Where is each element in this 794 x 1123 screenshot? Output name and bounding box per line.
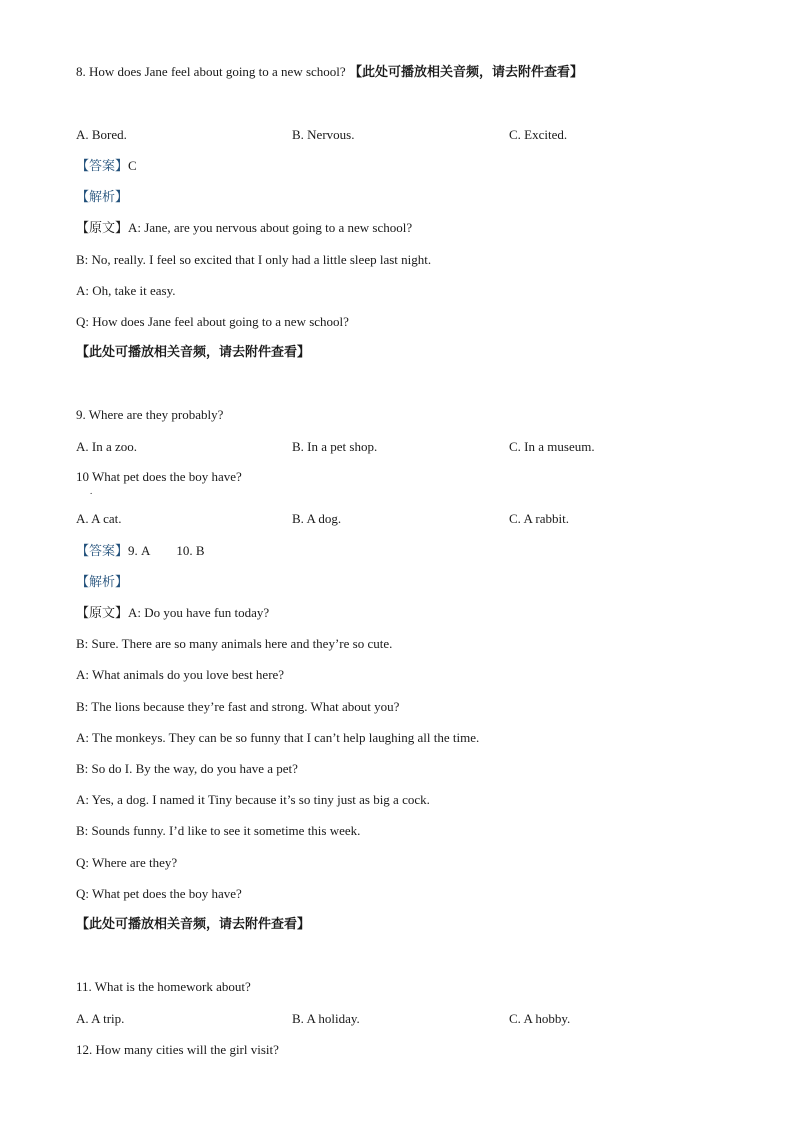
transcript-tag: 【原文】 (76, 605, 129, 620)
q8-transcript-line-2: B: No, really. I feel so excited that I only had a little sleep last night. (76, 252, 432, 267)
q8-analysis (76, 189, 128, 206)
q8-transcript-line-4: Q: How does Jane feel about going to a new school? (76, 314, 349, 329)
q9-answer-value: 9. A (128, 543, 151, 558)
q8-transcript-line-3: A: Oh, take it easy. (76, 283, 176, 298)
q9-10-transcript-line-7: A: Yes, a dog. I named it Tiny because it’s so tiny just as big a cock. (76, 792, 430, 807)
q10-dot: . (90, 486, 93, 496)
transcript-text: A: Do you have fun today? (128, 605, 270, 620)
q9-10-answer (76, 543, 205, 560)
analysis-tag: 【解析】 (76, 190, 129, 205)
question-10-text: 10 What pet does the boy have? (76, 469, 242, 484)
question-8-text: 8. How does Jane feel about going to a new school? (76, 64, 346, 79)
q9-10-transcript-line-4: B: The lions because they’re fast and strong. What about you? (76, 699, 400, 714)
answer-tag: 【答案】 (76, 159, 129, 174)
q10-option-a: A. A cat. (76, 511, 122, 526)
q11-option-a: A. A trip. (76, 1011, 125, 1026)
q9-option-c: C. In a museum. (509, 439, 595, 454)
q9-10-transcript-line-5: A: The monkeys. They can be so funny that I can’t help laughing all the time. (76, 730, 480, 745)
q8-option-b: B. Nervous. (292, 127, 355, 142)
q9-10-transcript-line-2: B: Sure. There are so many animals here and they’re so cute. (76, 636, 393, 651)
q9-10-transcript-line-9: Q: Where are they? (76, 855, 178, 870)
question-11-text: 11. What is the homework about? (76, 979, 251, 994)
q9-10-transcript-line-6: B: So do I. By the way, do you have a pet? (76, 761, 298, 776)
q9-option-a: A. In a zoo. (76, 439, 138, 454)
q8-answer (76, 158, 137, 175)
audio-note-q9-10: 【此处可播放相关音频，请去附件查看】 (76, 917, 311, 932)
audio-note-q8-2: 【此处可播放相关音频，请去附件查看】 (76, 345, 311, 360)
q11-option-b: B. A holiday. (292, 1011, 360, 1026)
transcript-text: A: Jane, are you nervous about going to a new school? (128, 220, 413, 235)
q8-transcript-line-1 (76, 220, 412, 236)
q10-option-c: C. A rabbit. (509, 511, 569, 526)
transcript-tag: 【原文】 (76, 220, 129, 235)
q9-10-transcript-line-10: Q: What pet does the boy have? (76, 886, 242, 901)
q10-option-b: B. A dog. (292, 511, 342, 526)
question-9-text: 9. Where are they probably? (76, 407, 224, 422)
question-12-text: 12. How many cities will the girl visit? (76, 1042, 279, 1057)
q8-option-c: C. Excited. (509, 127, 568, 142)
question-8 (76, 64, 583, 81)
q8-option-a: A. Bored. (76, 127, 127, 142)
q9-10-transcript-line-1 (76, 605, 269, 621)
audio-note-q8: 【此处可播放相关音频，请去附件查看】 (348, 65, 583, 80)
q11-option-c: C. A hobby. (509, 1011, 571, 1026)
q10-answer-value: 10. B (176, 543, 205, 558)
q9-10-transcript-line-8: B: Sounds funny. I’d like to see it sometime this week. (76, 823, 361, 838)
q9-10-transcript-line-3: A: What animals do you love best here? (76, 667, 285, 682)
q8-answer-value: C (128, 158, 137, 173)
answer-tag: 【答案】 (76, 544, 129, 559)
q9-10-analysis (76, 574, 128, 591)
analysis-tag: 【解析】 (76, 575, 129, 590)
q9-option-b: B. In a pet shop. (292, 439, 378, 454)
